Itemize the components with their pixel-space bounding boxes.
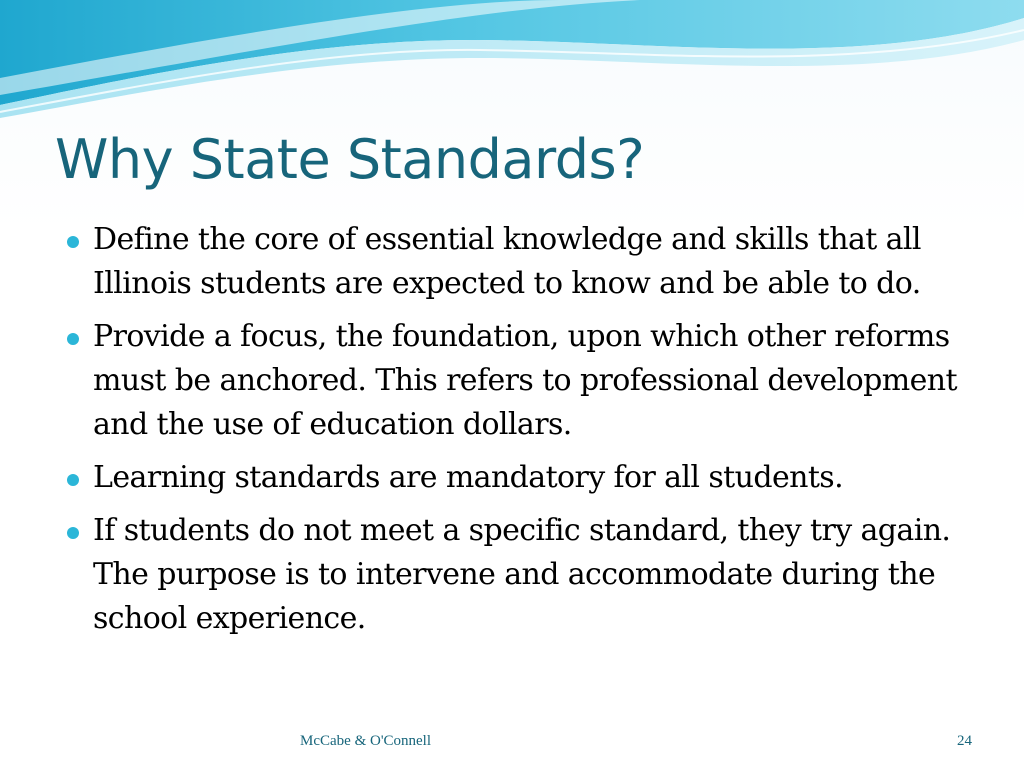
bullet-text: Define the core of essential knowledge and skills that all Illinois students are expected to know and be able to do. xyxy=(93,222,921,301)
bullet-icon xyxy=(67,236,79,248)
bullet-icon xyxy=(67,474,79,486)
bullet-icon xyxy=(67,527,79,539)
header-wave-decoration xyxy=(0,0,1024,130)
bullet-text: If students do not meet a specific standard, they try again. The purpose is to intervene and accommodate during the school experience. xyxy=(93,513,951,636)
bullet-text: Provide a focus, the foundation, upon which other reforms must be anchored. This refers to professional development and the use of education dollars. xyxy=(93,319,957,442)
footer-author: McCabe & O'Connell xyxy=(300,733,432,749)
bullet-text: Learning standards are mandatory for all students. xyxy=(93,460,844,495)
bullet-item xyxy=(65,315,965,447)
bullet-item xyxy=(65,218,965,306)
bullet-list xyxy=(65,218,965,650)
page-number: 24 xyxy=(957,733,972,749)
bullet-item xyxy=(65,456,965,500)
slide-title: Why State Standards? xyxy=(55,128,645,191)
bullet-icon xyxy=(67,333,79,345)
bullet-item xyxy=(65,509,965,641)
